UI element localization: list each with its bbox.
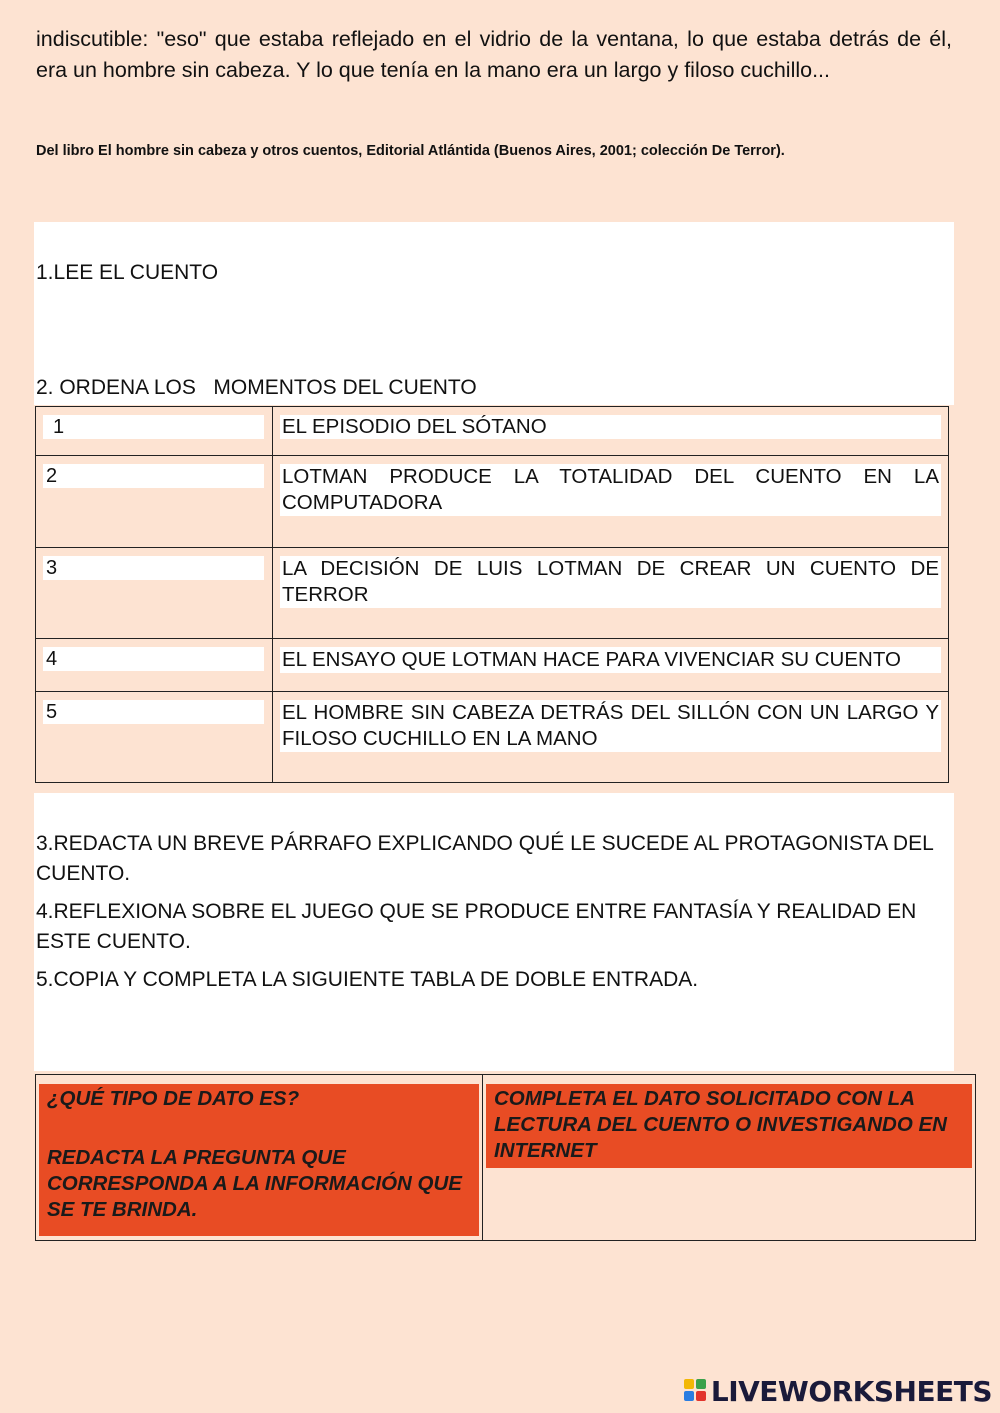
order-number-field-4[interactable]: 4 [43, 647, 264, 671]
question-5: 5.COPIA Y COMPLETA LA SIGUIENTE TABLA DE DOBLE ENTRADA. [36, 968, 699, 991]
order-text-field-1[interactable]: EL EPISODIO DEL SÓTANO [280, 415, 941, 439]
order-text-field-5[interactable]: EL HOMBRE SIN CABEZA DETRÁS DEL SILLÓN CON UN LARGO Y FILOSO CUCHILLO EN LA MANO [282, 700, 939, 750]
source-note: Del libro El hombre sin cabeza y otros cuentos, Editorial Atlántida (Buenos Aires, 2001; colección De Terror). [36, 143, 785, 159]
question-1: 1.LEE EL CUENTO [36, 261, 219, 284]
question-2: 2. ORDENA LOS MOMENTOS DEL CUENTO [36, 376, 477, 399]
order-number-field-3[interactable]: 3 [43, 556, 264, 580]
question-3: 3.REDACTA UN BREVE PÁRRAFO EXPLICANDO QUÉ LE SUCEDE AL PROTAGONISTA DEL CUENTO. [36, 832, 934, 885]
brand-name: LIVEWORKSHEETS [710, 1374, 992, 1408]
order-number-field-1[interactable]: 1 [43, 415, 264, 439]
table-row [36, 407, 949, 456]
order-text-field-4[interactable]: EL ENSAYO QUE LOTMAN HACE PARA VIVENCIAR SU CUENTO [280, 647, 941, 673]
data-type-title: ¿QUÉ TIPO DE DATO ES? [47, 1087, 300, 1110]
order-number-field-5[interactable]: 5 [43, 700, 264, 724]
order-number-field-2[interactable]: 2 [43, 464, 264, 488]
intro-paragraph: indiscutible: "eso" que estaba reflejado en el vidrio de la ventana, lo que estaba detrás de él, era un hombre sin cabeza. Y lo que tenía en la mano era un largo y filoso cuchillo... [36, 27, 952, 82]
order-table [35, 406, 949, 783]
table-row [36, 639, 949, 691]
table-row [36, 456, 949, 547]
brand-logo [684, 1374, 992, 1408]
question-4: 4.REFLEXIONA SOBRE EL JUEGO QUE SE PRODUCE ENTRE FANTASÍA Y REALIDAD EN ESTE CUENTO. [36, 900, 917, 953]
data-type-instruction: REDACTA LA PREGUNTA QUE CORRESPONDA A LA INFORMACIÓN QUE SE TE BRINDA. [47, 1146, 462, 1221]
order-text-field-3[interactable]: LA DECISIÓN DE LUIS LOTMAN DE CREAR UN CUENTO DE TERROR [282, 556, 939, 606]
liveworksheets-icon [684, 1379, 708, 1403]
order-text-field-2[interactable]: LOTMAN PRODUCE LA TOTALIDAD DEL CUENTO EN LA COMPUTADORA [282, 465, 939, 515]
double-entry-table [35, 1074, 976, 1241]
table-row [36, 691, 949, 782]
table-row [36, 547, 949, 638]
table-row [36, 1075, 976, 1241]
complete-data-header: COMPLETA EL DATO SOLICITADO CON LA LECTURA DEL CUENTO O INVESTIGANDO EN INTERNET [486, 1084, 972, 1168]
data-type-header [39, 1084, 479, 1236]
